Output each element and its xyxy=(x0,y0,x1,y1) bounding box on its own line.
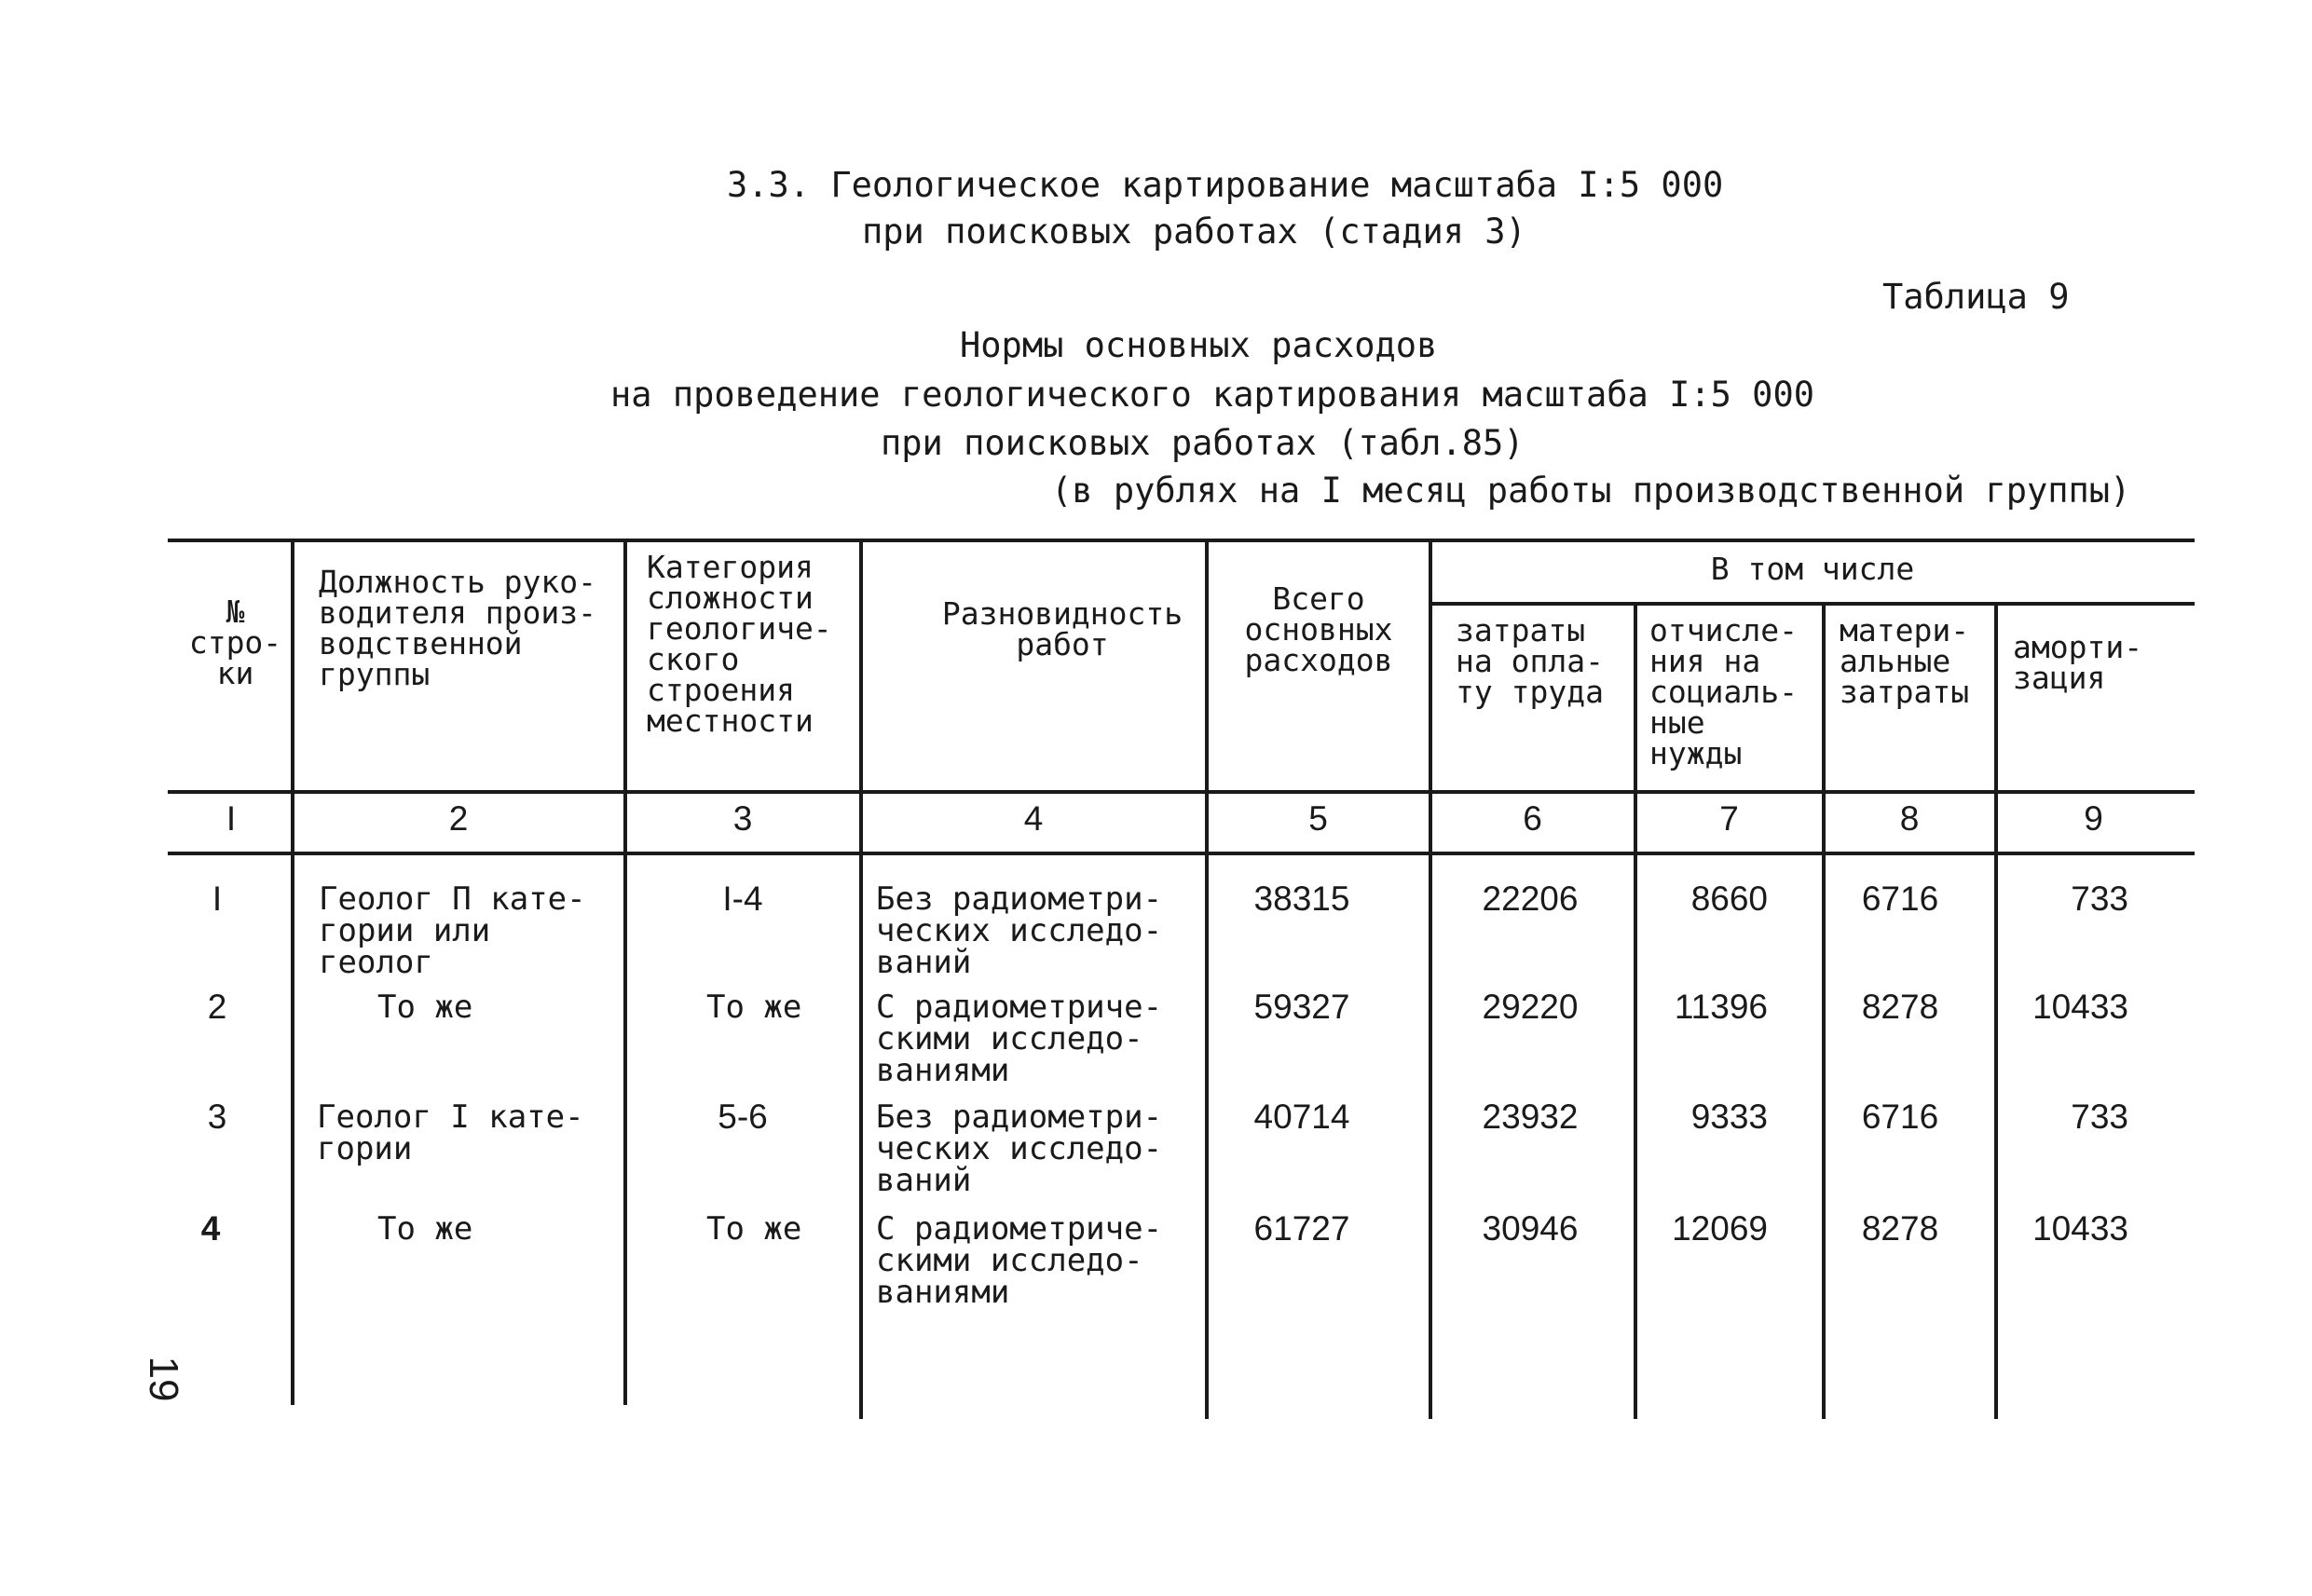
row-material: 6716 xyxy=(1861,880,1939,918)
header-amortization: аморти- зация xyxy=(2013,629,2143,696)
column-divider xyxy=(1429,539,1432,1419)
row-position: Геолог П кате- гории или геолог xyxy=(319,880,586,981)
row-work-type: С радиометриче- скими исследо- ваниями xyxy=(876,989,1163,1089)
column-number: 9 xyxy=(2084,799,2103,838)
row-category: То же xyxy=(706,989,802,1026)
header-row-number: № стро- ки xyxy=(188,593,282,691)
group-header-rule xyxy=(1430,602,2195,606)
row-category: 5-6 xyxy=(718,1098,768,1136)
row-social: 12069 xyxy=(1672,1209,1768,1248)
table-top-rule xyxy=(168,539,2195,542)
column-number: 5 xyxy=(1308,799,1328,838)
row-total: 59327 xyxy=(1253,988,1350,1026)
row-number: 2 xyxy=(207,988,227,1026)
row-material: 8278 xyxy=(1861,988,1939,1026)
row-amortization: 10433 xyxy=(2032,988,2128,1026)
row-social: 9333 xyxy=(1690,1098,1768,1136)
row-labor: 29220 xyxy=(1482,988,1579,1026)
column-number: 6 xyxy=(1523,799,1542,838)
header-social: отчисле- ния на социаль- ные нужды xyxy=(1649,612,1798,771)
row-number: 3 xyxy=(207,1098,227,1136)
row-position: То же xyxy=(377,1210,473,1248)
row-amortization: 733 xyxy=(2071,880,2128,918)
column-divider xyxy=(623,539,627,1405)
row-material: 8278 xyxy=(1861,1209,1939,1248)
row-social: 11396 xyxy=(1674,988,1768,1026)
header-position: Должность руко- водителя произ- водственной группы xyxy=(319,564,597,692)
column-number: 4 xyxy=(1023,799,1044,838)
column-number: 3 xyxy=(732,799,753,838)
header-work-type: Разновидность работ xyxy=(941,595,1183,662)
header-labor: затраты на опла- ту труда xyxy=(1456,612,1604,710)
caption-units: (в рублях на I месяц работы производственной группы) xyxy=(1051,471,2131,511)
column-number-rule xyxy=(168,852,2195,855)
section-title: 3.3. Геологическое картирование масштаба I:5 000 xyxy=(727,165,1724,205)
page-number: 19 xyxy=(141,1356,186,1402)
row-work-type: Без радиометри- ческих исследо- ваний xyxy=(876,880,1163,981)
table-label: Таблица 9 xyxy=(1882,277,2070,317)
row-work-type: Без радиометри- ческих исследо- ваний xyxy=(876,1098,1163,1199)
section-subtitle: при поисковых работах (стадия 3) xyxy=(862,211,1526,252)
header-total: Всего основных расходов xyxy=(1244,580,1393,678)
column-divider xyxy=(291,539,294,1405)
row-labor: 30946 xyxy=(1482,1209,1579,1248)
header-including: В том числе xyxy=(1710,551,1915,587)
row-position: То же xyxy=(377,989,473,1026)
row-number: 4 xyxy=(200,1209,221,1248)
column-number: 7 xyxy=(1719,799,1739,838)
row-labor: 23932 xyxy=(1482,1098,1579,1136)
row-position: Геолог I кате- гории xyxy=(317,1098,584,1167)
row-material: 6716 xyxy=(1861,1098,1939,1136)
caption-line-2: на проведение геологического картирования масштаба I:5 000 xyxy=(610,375,1815,415)
column-number: I xyxy=(226,799,237,838)
row-total: 61727 xyxy=(1253,1209,1350,1248)
caption-line-3: при поисковых работах (табл.85) xyxy=(881,423,1525,463)
row-total: 40714 xyxy=(1253,1098,1350,1136)
row-category: I-4 xyxy=(722,880,763,918)
row-social: 8660 xyxy=(1690,880,1768,918)
row-category: То же xyxy=(706,1210,802,1248)
column-divider xyxy=(859,539,863,1419)
column-number: 2 xyxy=(448,799,469,838)
row-work-type: С радиометриче- скими исследо- ваниями xyxy=(876,1210,1163,1311)
row-amortization: 10433 xyxy=(2032,1209,2128,1248)
column-divider xyxy=(1205,539,1209,1419)
row-labor: 22206 xyxy=(1482,880,1579,918)
header-bottom-rule xyxy=(168,790,2195,794)
row-total: 38315 xyxy=(1253,880,1350,918)
row-amortization: 733 xyxy=(2071,1098,2128,1136)
header-complexity-category: Категория сложности геологиче- ского строения местности xyxy=(647,549,832,739)
header-material: матери- альные затраты xyxy=(1840,612,1970,710)
column-number: 8 xyxy=(1899,799,1920,838)
caption-line-1: Нормы основных расходов xyxy=(960,325,1438,365)
row-number: I xyxy=(212,880,223,918)
